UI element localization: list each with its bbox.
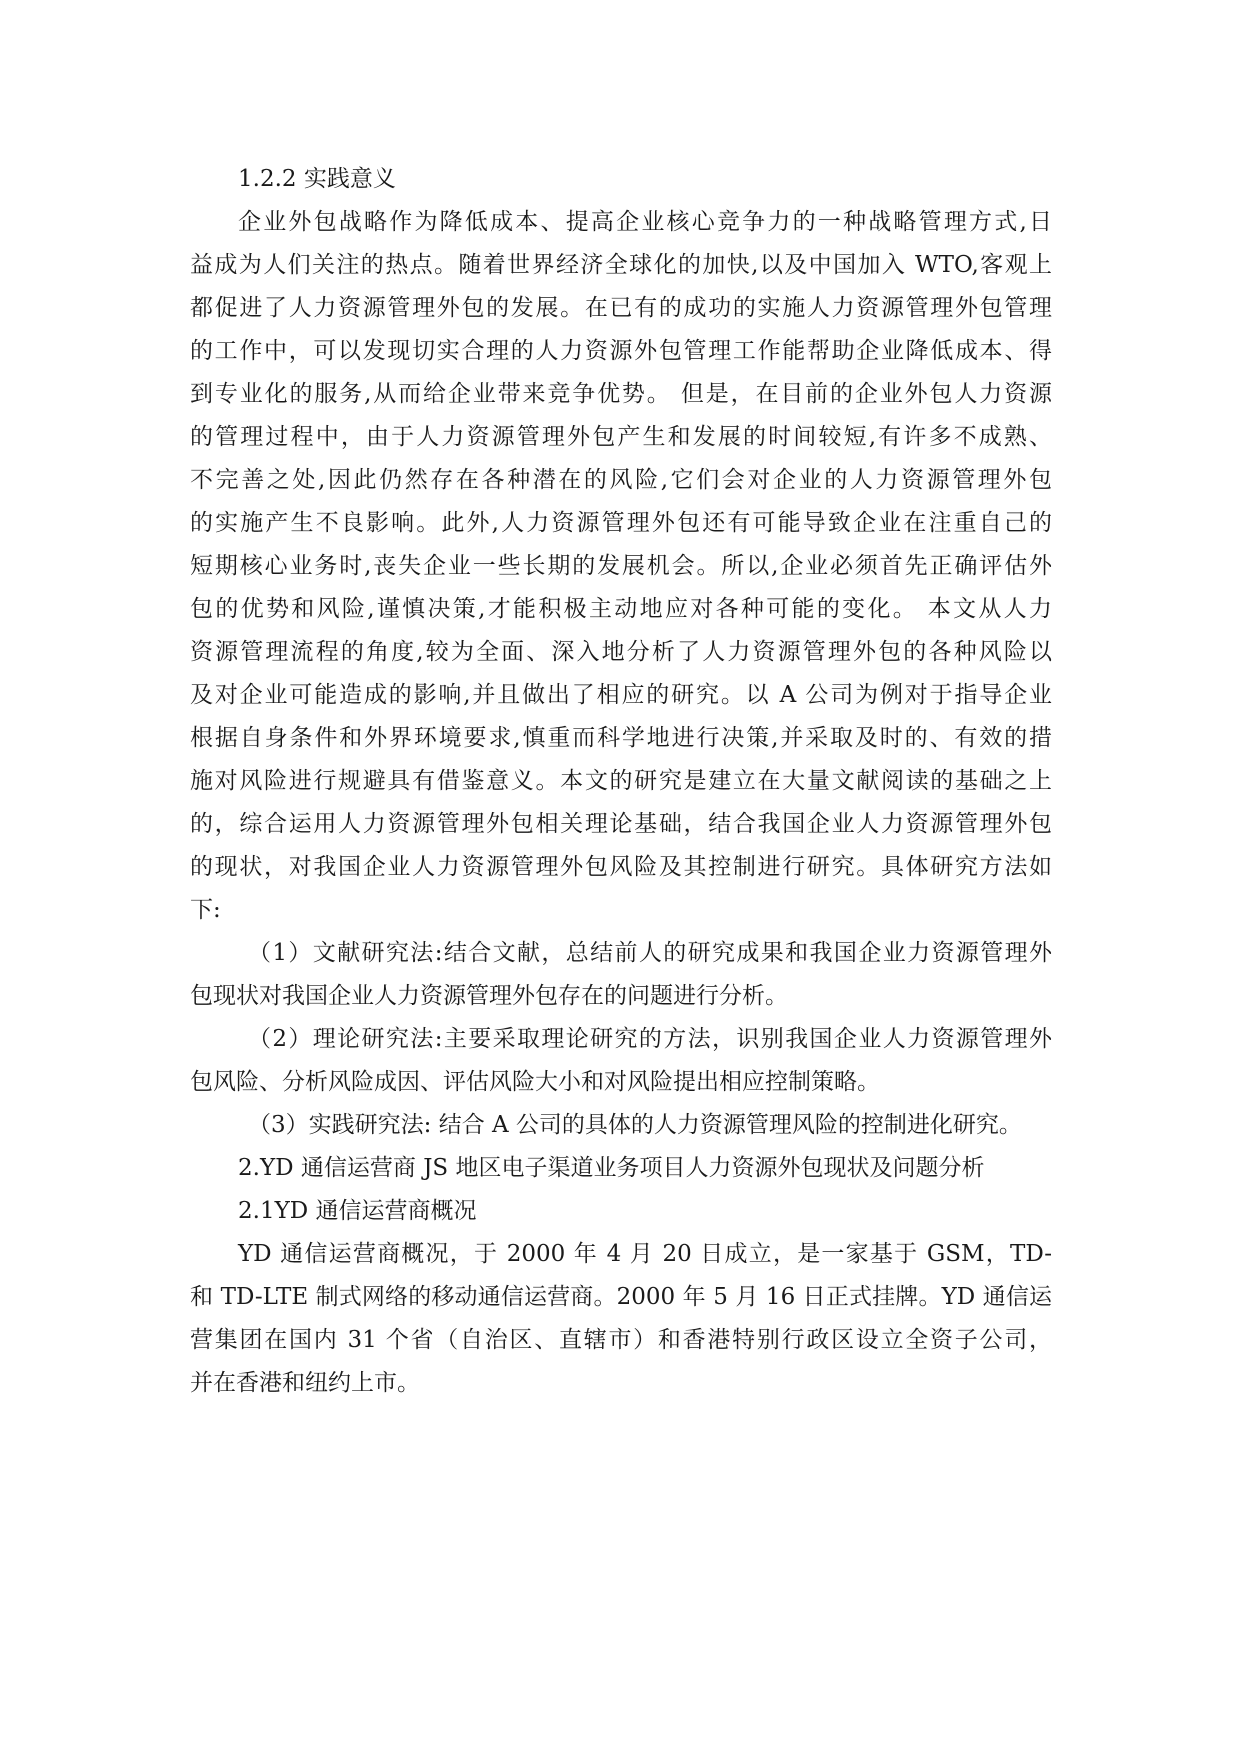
text-line: 企业外包战略作为降低成本、提高企业核心竞争力的一种战略管理方式,日 bbox=[238, 209, 1052, 235]
text-line: 营集团在国内 31 个省（自治区、直辖市）和香港特别行政区设立全资子公司， bbox=[190, 1327, 1052, 1353]
text-line: 根据自身条件和外界环境要求,慎重而科学地进行决策,并采取及时的、有效的措 bbox=[190, 725, 1052, 751]
text-line: 包风险、分析风险成因、评估风险大小和对风险提出相应控制策略。 bbox=[190, 1069, 880, 1095]
text-line: 包现状对我国企业人力资源管理外包存在的问题进行分析。 bbox=[190, 983, 788, 1009]
text-line: 短期核心业务时,丧失企业一些长期的发展机会。所以,企业必须首先正确评估外 bbox=[190, 553, 1052, 579]
text-line: 的现状，对我国企业人力资源管理外包风险及其控制进行研究。具体研究方法如 bbox=[190, 854, 1052, 880]
text-line: 和 TD-LTE 制式网络的移动通信运营商。2000 年 5 月 16 日正式挂牌。YD 通信运 bbox=[190, 1284, 1052, 1310]
text-line: 1.2.2 实践意义 bbox=[238, 166, 396, 192]
text-line: 的实施产生不良影响。此外,人力资源管理外包还有可能导致企业在注重自己的 bbox=[190, 510, 1052, 536]
text-line: 益成为人们关注的热点。随着世界经济全球化的加快,以及中国加入 WTO,客观上 bbox=[190, 252, 1052, 278]
text-line: （3）实践研究法: 结合 A 公司的具体的人力资源管理风险的控制进化研究。 bbox=[248, 1112, 1022, 1138]
document-body bbox=[190, 158, 1052, 1405]
text-line: 2.1YD 通信运营商概况 bbox=[238, 1198, 477, 1224]
text-line: 的管理过程中，由于人力资源管理外包产生和发展的时间较短,有许多不成熟、 bbox=[190, 424, 1052, 450]
text-line: 下: bbox=[190, 897, 221, 923]
text-line: YD 通信运营商概况，于 2000 年 4 月 20 日成立，是一家基于 GSM，TD- bbox=[238, 1241, 1052, 1267]
text-line: 2.YD 通信运营商 JS 地区电子渠道业务项目人力资源外包现状及问题分析 bbox=[238, 1155, 985, 1181]
text-line: 施对风险进行规避具有借鉴意义。本文的研究是建立在大量文献阅读的基础之上 bbox=[190, 768, 1052, 794]
text-line: （1）文献研究法:结合文献，总结前人的研究成果和我国企业力资源管理外 bbox=[248, 940, 1052, 966]
text-line: 不完善之处,因此仍然存在各种潜在的风险,它们会对企业的人力资源管理外包 bbox=[190, 467, 1052, 493]
text-line: 包的优势和风险,谨慎决策,才能积极主动地应对各种可能的变化。 本文从人力 bbox=[190, 596, 1052, 622]
text-line: 的工作中，可以发现切实合理的人力资源外包管理工作能帮助企业降低成本、得 bbox=[190, 338, 1052, 364]
text-line: 到专业化的服务,从而给企业带来竞争优势。 但是，在目前的企业外包人力资源 bbox=[190, 381, 1052, 407]
text-line: 的，综合运用人力资源管理外包相关理论基础，结合我国企业人力资源管理外包 bbox=[190, 811, 1052, 837]
text-line: 都促进了人力资源管理外包的发展。在已有的成功的实施人力资源管理外包管理 bbox=[190, 295, 1052, 321]
text-line: 并在香港和纽约上市。 bbox=[190, 1370, 420, 1396]
text-line: 资源管理流程的角度,较为全面、深入地分析了人力资源管理外包的各种风险以 bbox=[190, 639, 1052, 665]
text-line: 及对企业可能造成的影响,并且做出了相应的研究。以 A 公司为例对于指导企业 bbox=[190, 682, 1052, 708]
text-line: （2）理论研究法:主要采取理论研究的方法，识别我国企业人力资源管理外 bbox=[248, 1026, 1052, 1052]
